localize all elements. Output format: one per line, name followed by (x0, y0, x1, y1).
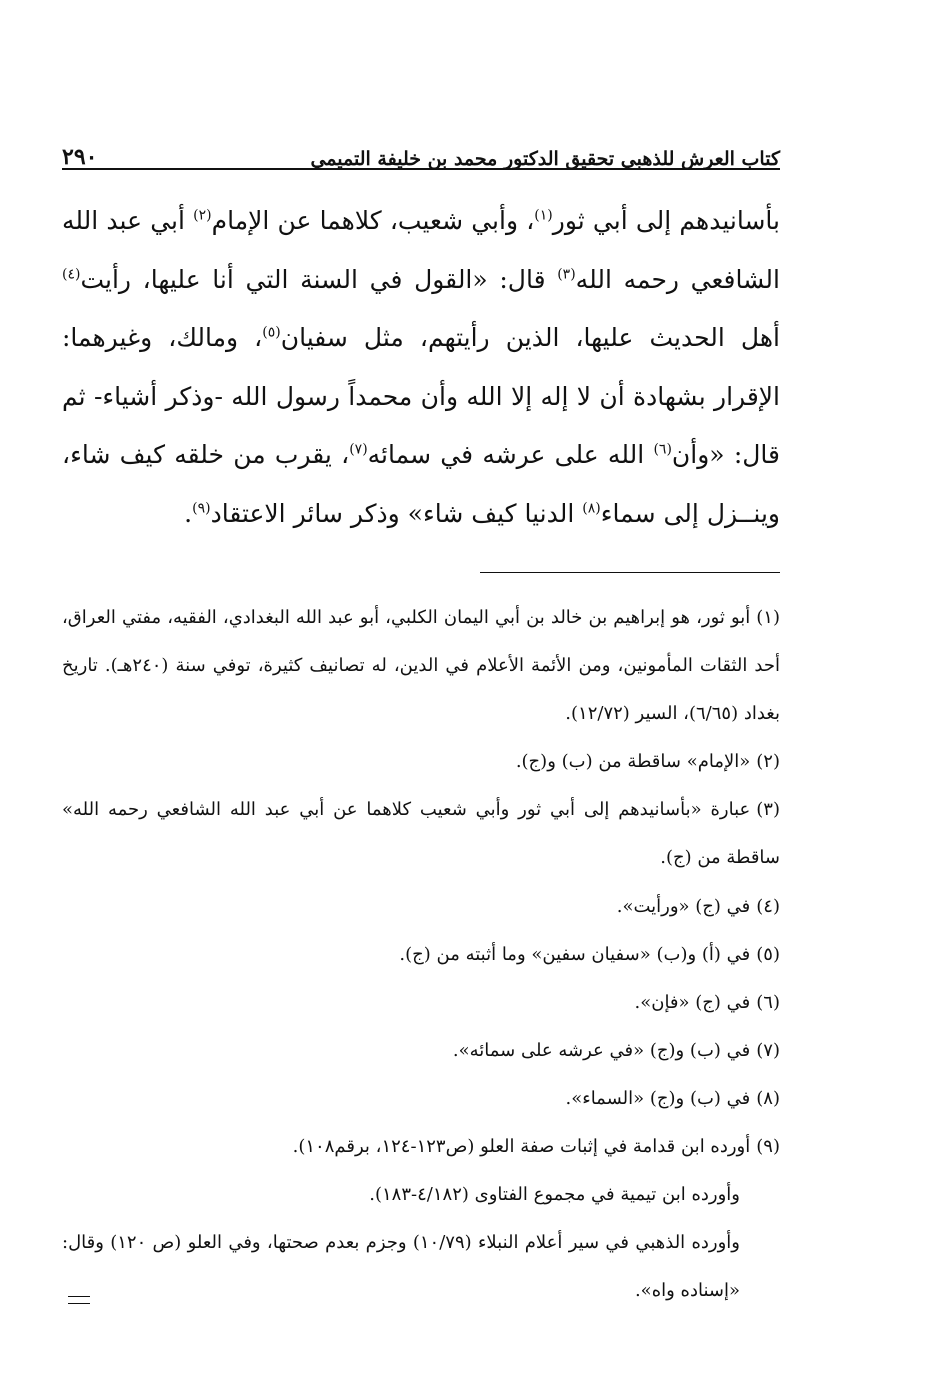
footnote-text: عبارة «بأسانيدهم إلى أبي ثور وأبي شعيب كلاهما عن أبي عبد الله الشافعي رحمه الله» ساقطة من (ج). (62, 799, 780, 869)
footnote-text: في (ب) و(ج) «السماء». (565, 1087, 751, 1109)
footnote-number: (٣) (756, 799, 780, 821)
footnote-item (62, 738, 780, 786)
text-segment: ، يقرب من خلقه كيف شاء، وينــزل إلى سماء (62, 440, 780, 528)
running-title: كتاب العرش للذهبي تحقيق الدكتور محمد بن خليفة التميمي (310, 148, 780, 170)
footnote-ref: (١) (534, 207, 553, 224)
main-text (62, 192, 780, 543)
footnote-continuation: وأورده ابن تيمية في مجموع الفتاوى (٤/١٨٢-١٨٣). (369, 1184, 740, 1206)
text-segment: بأسانيدهم إلى أبي ثور (552, 206, 780, 235)
text-segment: الدنيا كيف شاء» وذكر سائر الاعتقاد (210, 498, 583, 528)
footnote-number: (١) (756, 607, 780, 628)
footnote-text: في (ج) «ورأيت». (616, 895, 751, 917)
text-segment: ، ومالك، وغيرهما: الإقرار بشهادة أن لا إله إلا الله وأن محمداً رسول الله -وذكر أشياء- ثم قال: «وأن (62, 323, 780, 469)
footnote-separator (480, 572, 780, 573)
footnote-text: في (ب) و(ج) «في عرشه على سمائه». (452, 1039, 751, 1061)
footnote-item (62, 1075, 780, 1123)
footnote-ref: (٦) (653, 441, 672, 458)
footnote-ref: (٧) (349, 441, 368, 458)
footnote-ref: (٤) (62, 266, 81, 283)
footnote-number: (٦) (756, 991, 780, 1013)
text-segment: أبي عبد الله الشافعي رحمه الله (62, 206, 780, 294)
footnote-number: (٥) (756, 943, 780, 965)
footnote-item (62, 883, 780, 931)
footnote-item (62, 1027, 780, 1075)
text-segment: . (184, 498, 193, 528)
text-segment: قال: «القول في السنة التي أنا عليها، رأيت (80, 264, 558, 294)
footnote-number: (٧) (756, 1039, 780, 1061)
footnote-ref: (٢) (193, 207, 212, 224)
text-segment: أهل الحديث عليها، الذين رأيتهم، مثل سفيان (280, 323, 780, 352)
footnote-item (62, 594, 780, 738)
footnote-item (62, 786, 780, 882)
footnote-number: (٢) (756, 751, 780, 773)
footnote-number: (٩) (756, 1136, 780, 1158)
text-segment: ، وأبي شعيب، كلاهما عن الإمام (211, 206, 535, 235)
footnote-item (62, 1123, 780, 1171)
footnote-ref: (٨) (582, 500, 601, 517)
footnote-text: أبو ثور، هو إبراهيم بن خالد بن أبي اليمان الكلبي، أبو عبد الله البغدادي، الفقيه، مفتي العراق، أحد الثقات المأمونين، ومن الأئمة الأعلام في الدين، له تصانيف كثيرة، توفي سنة (٢٤٠هـ). تاريخ بغداد (٦/٦٥)، السير (١٢/٧٢). (62, 607, 780, 725)
page-header (62, 128, 780, 170)
page-number: ٢٩٠ (62, 144, 98, 170)
header-rule (62, 168, 780, 170)
footnote-ref: (٣) (557, 266, 576, 283)
footnote-text: في (ج) «فإن». (634, 991, 751, 1013)
footnote-number: (٤) (756, 895, 780, 917)
footnote-ref: (٩) (192, 500, 211, 517)
footnote-continuation: وأورده الذهبي في سير أعلام النبلاء (١٠/٧٩) وجزم بعدم صحتها، وفي العلو (ص ١٢٠) وقال: «إسناده واه». (62, 1232, 740, 1302)
footnote-number: (٨) (756, 1087, 780, 1109)
footnote-item (62, 979, 780, 1027)
main-paragraph (62, 192, 780, 543)
footnotes (62, 594, 780, 1315)
footnote-text: أورده ابن قدامة في إثبات صفة العلو (ص١٢٣-١٢٤، برقم١٠٨). (292, 1136, 751, 1158)
text-segment: الله على عرشه في سمائه (367, 440, 654, 469)
footnote-ref: (٥) (262, 324, 281, 341)
bottom-rule-mark (68, 1296, 90, 1304)
footnote-item (62, 931, 780, 979)
footnote-text: في (أ) و(ب) «سفيان سفين» وما أثبته من (ج). (399, 943, 751, 965)
footnote-text: «الإمام» ساقطة من (ب) و(ج). (515, 751, 751, 773)
